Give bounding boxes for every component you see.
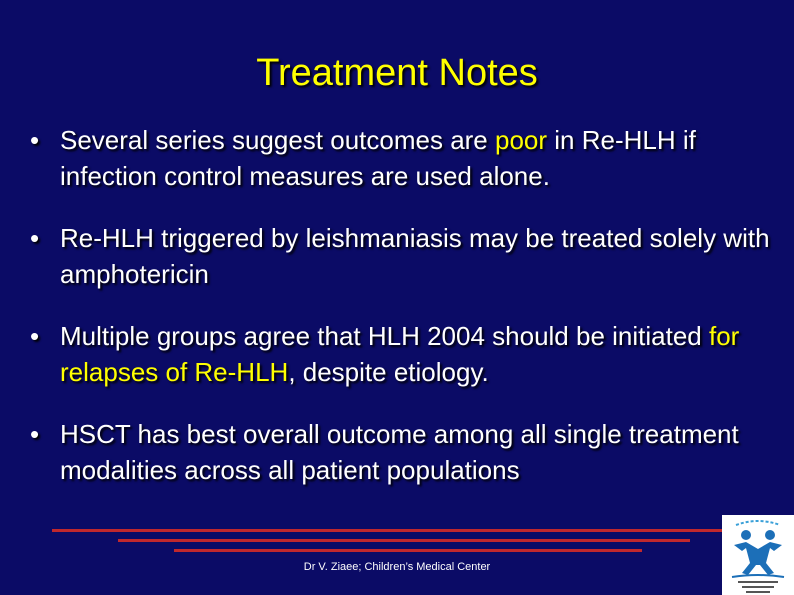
- bullet-item: [30, 416, 770, 488]
- footer-credit: Dr V. Ziaee; Children’s Medical Center: [303, 561, 491, 573]
- bullet-dot: •: [30, 321, 40, 351]
- children-logo-icon: [722, 515, 794, 595]
- bullet-dot: •: [30, 223, 40, 253]
- highlight-text: for relapses of Re-HLH: [60, 321, 740, 387]
- bullet-dot: •: [30, 419, 40, 449]
- rule-line: [52, 529, 752, 532]
- slide-title: Treatment Notes: [256, 52, 538, 94]
- bullet-text: Re-HLH triggered by leishmaniasis may be treated solely with amphotericin: [60, 223, 770, 289]
- bullet-text: , despite etiology.: [288, 357, 489, 387]
- bullet-item: [30, 220, 770, 292]
- highlight-text: poor: [495, 125, 548, 155]
- bullet-item: [30, 122, 770, 194]
- bullet-text: in Re-HLH if infection control measures are used alone.: [60, 125, 696, 191]
- logo-graphic: [722, 515, 794, 595]
- bullet-item: [30, 318, 770, 390]
- rule-line: [118, 539, 690, 542]
- rule-line: [174, 549, 642, 552]
- bullet-text: Multiple groups agree that HLH 2004 should be initiated: [60, 321, 709, 351]
- bullet-text: HSCT has best overall outcome among all single treatment modalities across all patient populations: [60, 419, 739, 485]
- bullet-list: [30, 122, 770, 488]
- bullet-text: Several series suggest outcomes are: [60, 125, 495, 155]
- bullet-dot: •: [30, 125, 40, 155]
